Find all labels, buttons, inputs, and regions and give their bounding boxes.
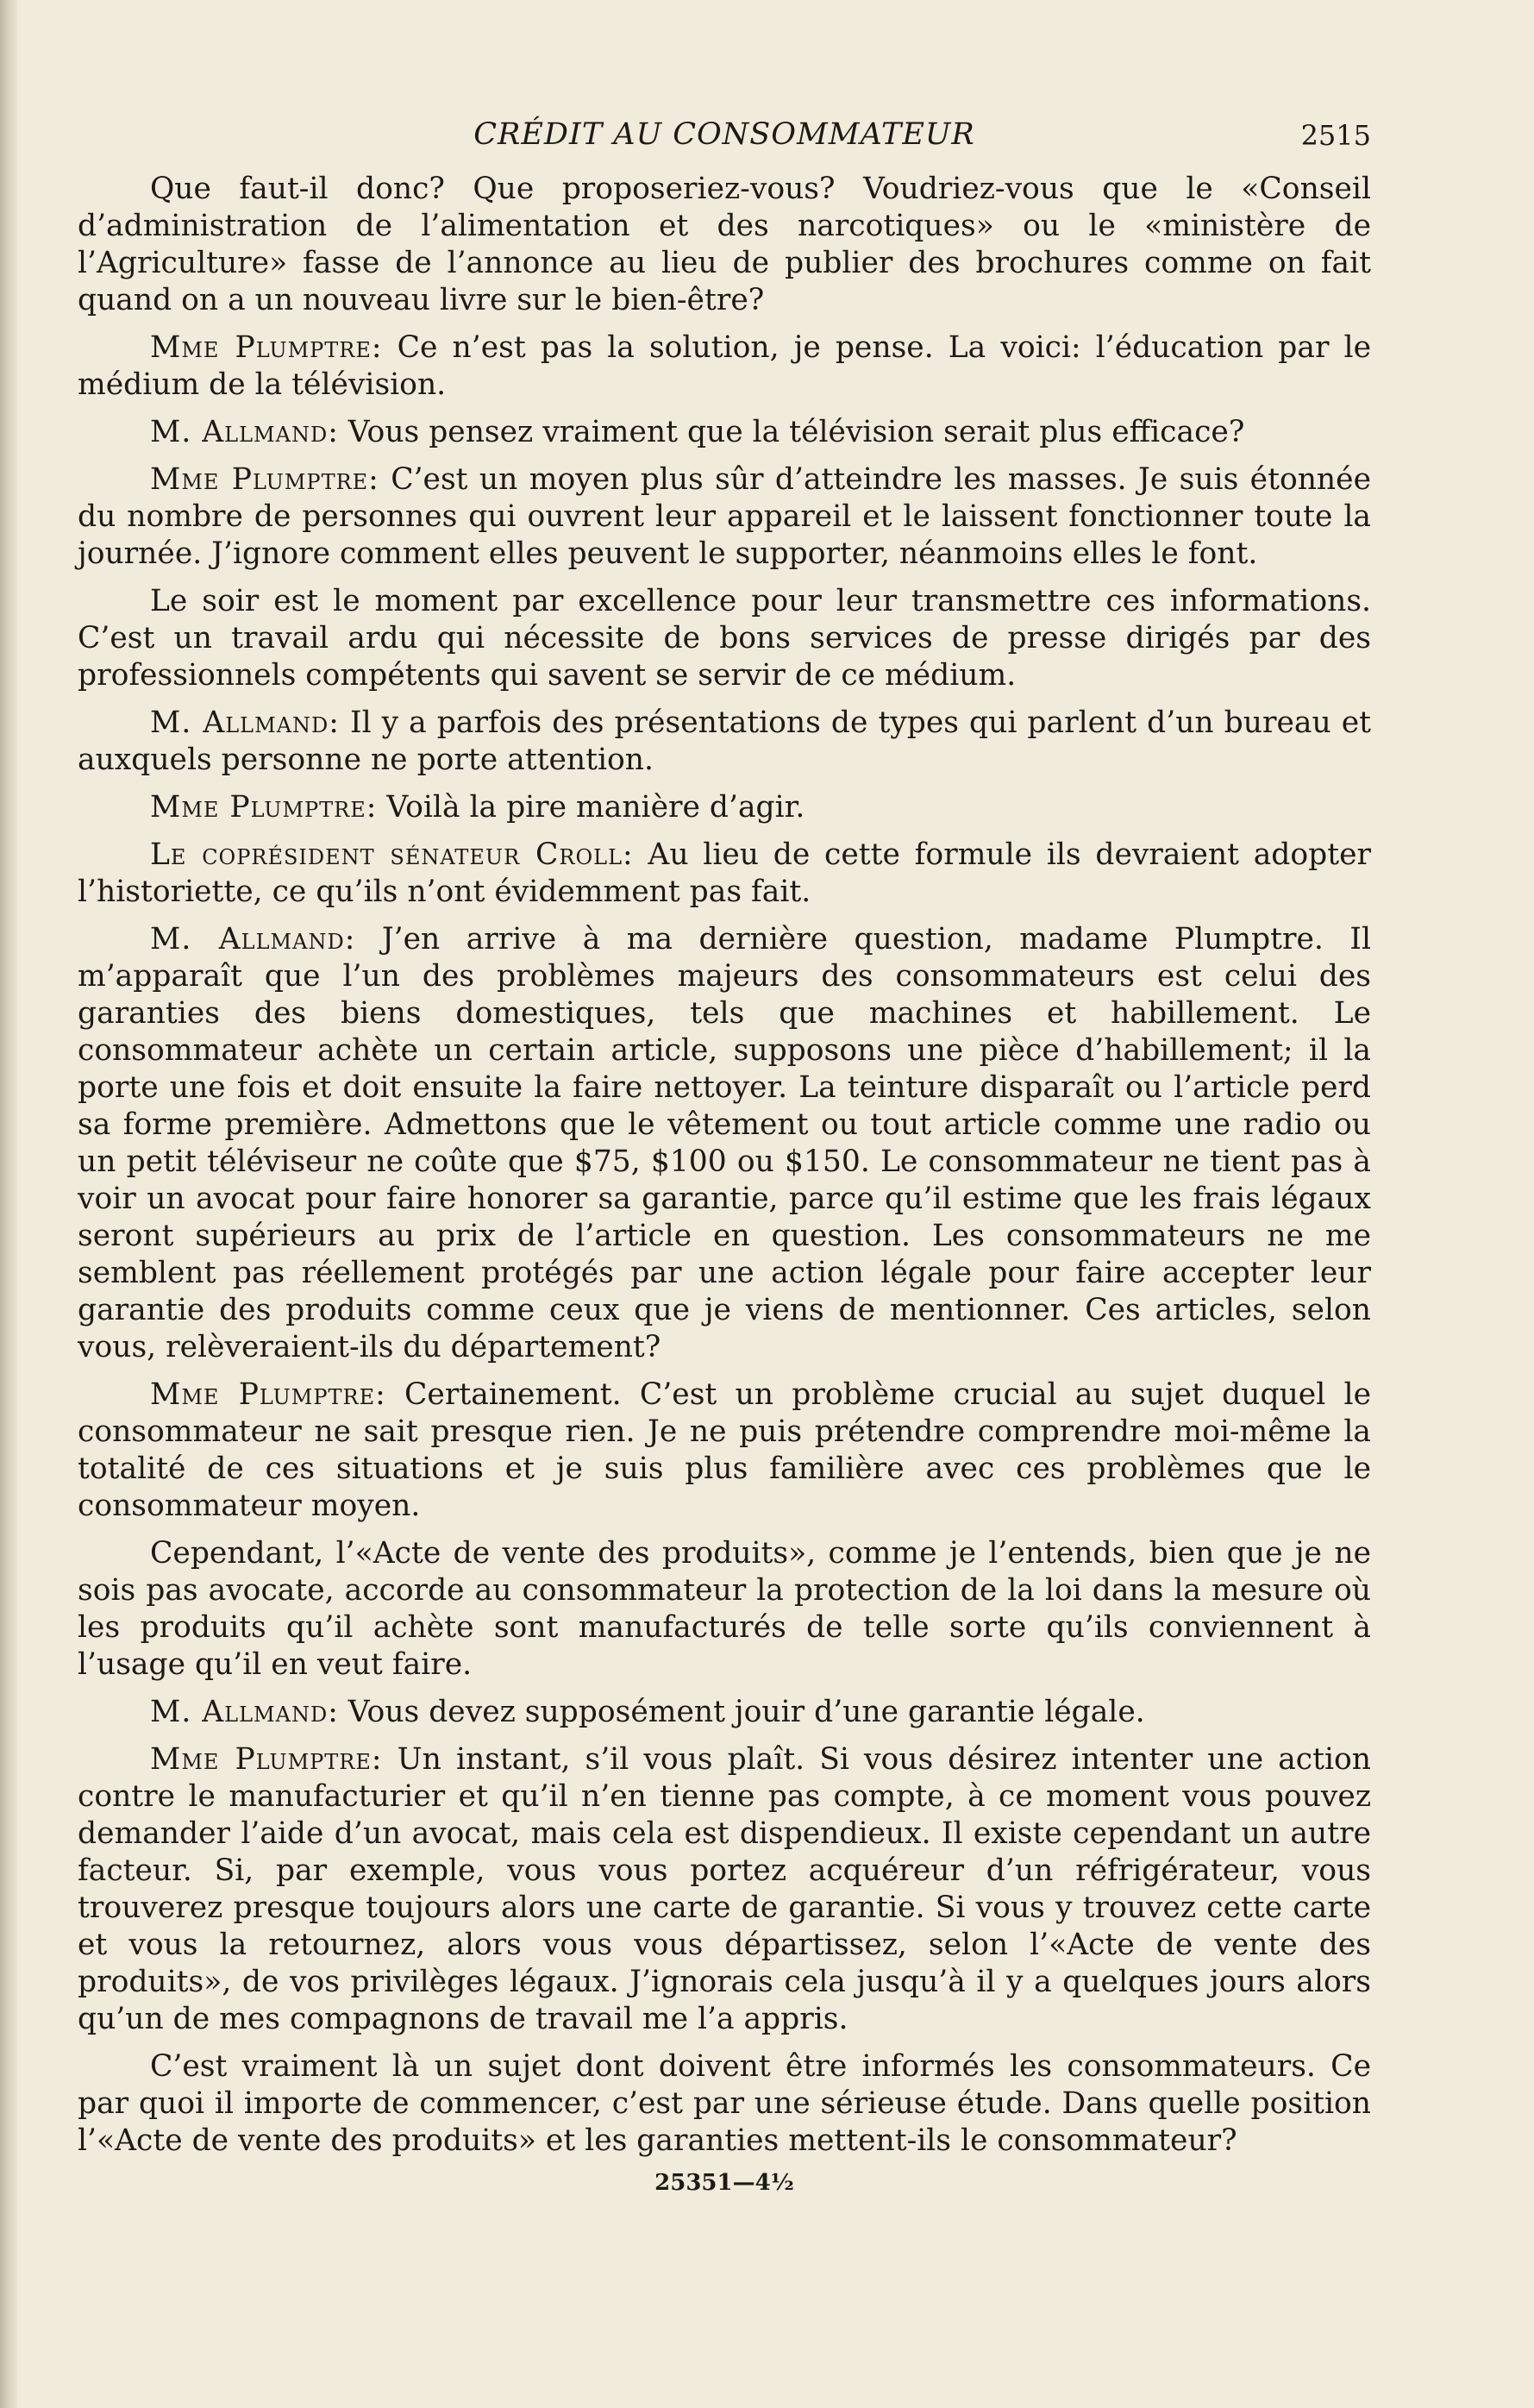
paragraph	[78, 1741, 1371, 2038]
speaker-name: Mme Plumptre:	[150, 1742, 383, 1777]
body-text	[78, 171, 1371, 2160]
paragraph-text: Vous pensez vraiment que la télévision serait plus efficace?	[338, 415, 1245, 449]
speaker-name: Mme Plumptre:	[150, 1377, 386, 1412]
speaker-name: Mme Plumptre:	[150, 330, 383, 365]
speaker-name: Mme Plumptre:	[150, 462, 379, 497]
page-number: 2515	[1300, 119, 1371, 152]
paragraph-text: Certainement. C’est un problème crucial au sujet duquel le consommateur ne sait presque rien. Je ne puis prétendre comprendre moi-même la totalité de ces situations et je suis plus familière avec ces problèmes que le consommateur moyen.	[78, 1377, 1371, 1523]
paragraph	[78, 171, 1371, 319]
paragraph	[78, 705, 1371, 779]
paragraph-text: Que faut-il donc? Que proposeriez-vous? Voudriez-vous que le «Conseil d’administration de l’alimentation et des narcotiques» ou le «ministère de l’Agriculture» fasse de l’annonce au lieu de publier des brochures comme on fait quand on a un nouveau livre sur le bien-être?	[78, 172, 1371, 317]
speaker-name: M. Allmand:	[150, 922, 356, 956]
paragraph	[78, 921, 1371, 1366]
paragraph	[78, 461, 1371, 573]
paragraph-text: Cependant, l’«Acte de vente des produits», comme je l’entends, bien que je ne sois pas avocate, accorde au consommateur la protection de la loi dans la mesure où les produits qu’il achète sont manufacturés de telle sorte qu’ils conviennent à l’usage qu’il en veut faire.	[78, 1536, 1371, 1682]
page-header	[78, 110, 1371, 171]
paragraph	[78, 1535, 1371, 1684]
speaker-name: Le coprésident sénateur Croll:	[150, 837, 634, 872]
paragraph-text: Ce n’est pas la solution, je pense. La voici: l’éducation par le médium de la télévision.	[78, 330, 1371, 402]
speaker-name: M. Allmand:	[150, 415, 339, 449]
paragraph	[78, 2048, 1371, 2160]
book-spine-shadow	[0, 0, 17, 2408]
speaker-name: Mme Plumptre:	[150, 790, 378, 825]
document-page	[78, 110, 1371, 2196]
paragraph	[78, 1694, 1371, 1731]
paragraph-text: Voilà la pire manière d’agir.	[377, 790, 805, 825]
paragraph-text: Le soir est le moment par excellence pour leur transmettre ces informations. C’est un travail ardu qui nécessite de bons services de presse dirigés par des professionnels compétents qui savent se servir de ce médium.	[78, 584, 1371, 693]
paragraph	[78, 789, 1371, 826]
paragraph-text: J’en arrive à ma dernière question, madame Plumptre. Il m’apparaît que l’un des problèmes majeurs des consommateurs est celui des garanties des biens domestiques, tels que machines et habillement. Le consommateur achète un certain article, supposons une pièce d’habillement; il la porte une fois et doit ensuite la faire nettoyer. La teinture disparaît ou l’article perd sa forme première. Admettons que le vêtement ou tout article comme une radio ou un petit téléviseur ne coûte que $75, $100 ou $150. Le consommateur ne tient pas à voir un avocat pour faire honorer sa garantie, parce qu’il estime que les frais légaux seront supérieurs au prix de l’article en question. Les consommateurs ne me semblent pas réellement protégés par une action légale pour faire accepter leur garantie des produits comme ceux que je viens de mentionner. Ces articles, selon vous, relèveraient-ils du département?	[78, 922, 1371, 1364]
running-head: CRÉDIT AU CONSOMMATEUR	[473, 117, 975, 152]
paragraph	[78, 837, 1371, 911]
paragraph	[78, 583, 1371, 694]
signature-mark: 25351—4½	[654, 2170, 794, 2196]
paragraph-text: Au lieu de cette formule ils devraient adopter l’historiette, ce qu’ils n’ont évidemment pas fait.	[78, 837, 1372, 909]
paragraph	[78, 1376, 1371, 1525]
paragraph-text: Vous devez supposément jouir d’une garantie légale.	[338, 1695, 1145, 1729]
paragraph-text: C’est vraiment là un sujet dont doivent être informés les consommateurs. Ce par quoi il importe de commencer, c’est par une sérieuse étude. Dans quelle position l’«Acte de vente des produits» et les garanties mettent-ils le consommateur?	[78, 2049, 1371, 2158]
speaker-name: M. Allmand:	[150, 705, 340, 740]
paragraph-text: Un instant, s’il vous plaît. Si vous désirez intenter une action contre le manufacturier et qu’il n’en tienne pas compte, à ce moment vous pouvez demander l’aide d’un avocat, mais cela est dispendieux. Il existe cependant un autre facteur. Si, par exemple, vous vous portez acquéreur d’un réfrigérateur, vous trouverez presque toujours alors une carte de garantie. Si vous y trouvez cette carte et vous la retournez, alors vous vous départissez, selon l’«Acte de vente des produits», de vos privilèges légaux. J’ignorais cela jusqu’à il y a quelques jours alors qu’un de mes compagnons de travail me l’a appris.	[78, 1742, 1371, 2036]
paragraph-text: Il y a parfois des présentations de types qui parlent d’un bureau et auxquels personne ne porte attention.	[78, 705, 1371, 777]
speaker-name: M. Allmand:	[150, 1695, 339, 1729]
paragraph-text: C’est un moyen plus sûr d’atteindre les masses. Je suis étonnée du nombre de personnes qui ouvrent leur appareil et le laissent fonctionner toute la journée. J’ignore comment elles peuvent le supporter, néanmoins elles le font.	[78, 462, 1371, 571]
paragraph	[78, 414, 1371, 451]
paragraph	[78, 329, 1371, 404]
